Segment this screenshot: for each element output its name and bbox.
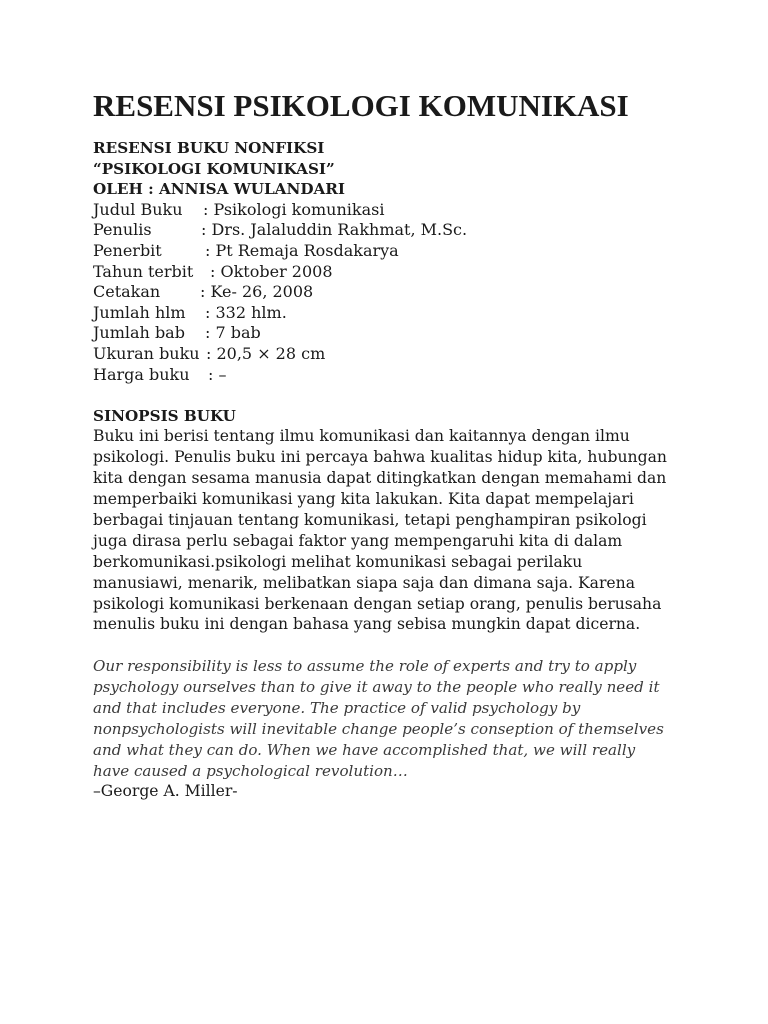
meta-value: : Pt Remaja Rosdakarya	[205, 240, 399, 260]
quote-line: and that includes everyone. The practice of valid psychology by	[93, 698, 581, 717]
book-meta-list	[93, 200, 713, 385]
meta-value: : Drs. Jalaluddin Rakhmat, M.Sc.	[201, 220, 468, 240]
meta-value: : Oktober 2008	[210, 261, 333, 281]
subhead-genre: RESENSI BUKU NONFIKSI	[93, 139, 325, 157]
quote-line: psychology ourselves than to give it away to the people who really need it	[93, 677, 660, 696]
meta-label: Harga buku	[93, 364, 190, 384]
quote-block	[93, 656, 713, 781]
meta-label: Tahun terbit	[93, 261, 194, 281]
subhead-author: OLEH : ANNISA WULANDARI	[93, 180, 346, 199]
meta-row-harga	[93, 365, 713, 386]
meta-value: : –	[208, 364, 227, 384]
synopsis-line: juga dirasa perlu sebagai faktor yang mempengaruhi kita di dalam	[93, 531, 623, 550]
meta-label: Penerbit	[93, 240, 162, 260]
document-title: RESENSI PSIKOLOGI KOMUNIKASI	[93, 88, 629, 123]
synopsis-paragraph	[93, 426, 673, 635]
meta-value: : 332 hlm.	[205, 302, 287, 322]
meta-label: Jumlah bab	[93, 323, 185, 343]
subhead-book-title: “PSIKOLOGI KOMUNIKASI”	[93, 159, 335, 178]
synopsis-line: manusiawi, menarik, melibatkan siapa saja dan dimana saja. Karena	[93, 573, 635, 592]
meta-row-jumlah-hlm	[93, 303, 713, 324]
synopsis-line: menulis buku ini dengan bahasa yang sebisa mungkin dapat dicerna.	[93, 615, 641, 634]
synopsis-line: berkomunikasi.psikologi melihat komunikasi sebagai perilaku	[93, 552, 583, 571]
meta-value: : Psikologi komunikasi	[203, 199, 385, 219]
meta-label: Cetakan	[93, 282, 161, 302]
meta-label: Judul Buku	[93, 199, 183, 219]
meta-row-penerbit	[93, 241, 713, 262]
meta-label: Penulis	[93, 220, 152, 240]
synopsis-line: memperbaiki komunikasi yang kita lakukan. Kita dapat mempelajari	[93, 490, 634, 509]
quote-line: nonpsychologists will inevitable change people’s conseption of themselves	[93, 719, 664, 738]
quote-line: Our responsibility is less to assume the role of experts and try to apply	[93, 656, 637, 675]
meta-label: Ukuran buku	[93, 343, 200, 363]
meta-row-jumlah-bab	[93, 323, 713, 344]
meta-row-judul	[93, 200, 713, 221]
synopsis-line: Buku ini berisi tentang ilmu komunikasi dan kaitannya dengan ilmu	[93, 427, 630, 446]
quote-attribution: –George A. Miller-	[93, 782, 238, 801]
quote-line: have caused a psychological revolution…	[93, 761, 408, 780]
synopsis-line: psikologi. Penulis buku ini percaya bahwa kualitas hidup kita, hubungan	[93, 448, 667, 467]
meta-row-tahun	[93, 262, 713, 283]
meta-row-ukuran	[93, 344, 713, 365]
meta-value: : Ke- 26, 2008	[200, 282, 314, 302]
synopsis-line: kita dengan sesama manusia dapat ditingkatkan dengan memahami dan	[93, 469, 667, 488]
section-gap	[93, 635, 713, 656]
meta-label: Jumlah hlm	[93, 302, 186, 322]
synopsis-line: psikologi komunikasi berkenaan dengan setiap orang, penulis berusaha	[93, 594, 662, 613]
meta-value: : 7 bab	[205, 323, 261, 343]
meta-row-cetakan	[93, 282, 713, 303]
meta-row-penulis	[93, 220, 713, 241]
document-page	[93, 86, 713, 802]
section-gap	[93, 385, 713, 406]
meta-value: : 20,5 × 28 cm	[206, 343, 326, 363]
quote-line: and what they can do. When we have accomplished that, we will really	[93, 740, 636, 759]
synopsis-line: berbagai tinjauan tentang komunikasi, tetapi penghampiran psikologi	[93, 510, 647, 529]
synopsis-heading: SINOPSIS BUKU	[93, 406, 236, 425]
